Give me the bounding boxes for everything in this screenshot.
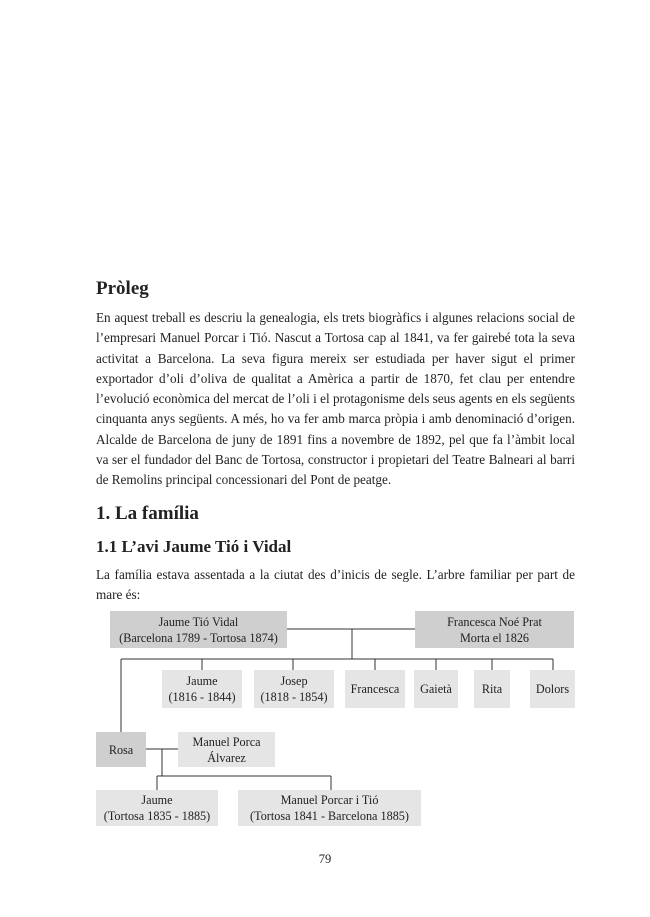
child-name: Gaietà xyxy=(420,682,452,696)
rosa-name: Rosa xyxy=(108,742,134,757)
child-name: Jaume xyxy=(186,674,218,688)
child-node-francesca xyxy=(345,670,405,708)
subsection-heading: 1.1 L’avi Jaume Tió i Vidal xyxy=(96,537,292,556)
section-heading: 1. La família xyxy=(96,503,199,524)
grandchild-dates: (Tortosa 1841 - Barcelona 1885) xyxy=(250,809,409,823)
grandchild-dates: (Tortosa 1835 - 1885) xyxy=(103,809,211,823)
prolog-paragraph: En aquest treball es descriu la genealogia, els trets biogràfics i algunes relacions social de l’empresari Manuel Porcar i Tió. Nascut a Tortosa cap al 1841, va fer gairebé tota la seva activitat a Barcelona. La seva figura mereix ser estudiada per haver sigut el primer exportador d’oli d’oliva de qualitat a Amèrica a partir de 1870, fet clau per entendre l’evolució econòmica del mercat de l’oli i el protagonisme dels seus agents en els següents cinquanta anys següents. A més, ho va fer amb marca pròpia i amb denominació d’origen. Alcalde de Barcelona de juny de 1891 fins a novembre de 1892, pel que fa l’àmbit local va ser el fundador del Banc de Tortosa, constructor i propietari del Teatre Balneari al barri de Remolins principal concessionari del Pont de peatge. xyxy=(96,310,575,488)
rosa-node xyxy=(96,732,146,767)
child-name: Rita xyxy=(481,682,503,696)
grandchild-node-manuel xyxy=(238,790,421,826)
grandmother-name: Francesca Noé Prat xyxy=(447,614,542,629)
grandchild-name: Jaume xyxy=(141,793,173,807)
child-dates: (1816 - 1844) xyxy=(168,690,236,704)
child-name: Francesca xyxy=(350,682,400,696)
grandmother-dates: Morta el 1826 xyxy=(459,630,530,645)
page-number: 79 xyxy=(318,852,332,866)
grandmother-node xyxy=(415,611,574,648)
child-node-rita xyxy=(474,670,510,708)
child-dates: (1818 - 1854) xyxy=(260,690,328,704)
child-name: Josep xyxy=(280,674,308,688)
child-node-gaieta xyxy=(414,670,458,708)
spouse-node xyxy=(178,732,275,767)
grandfather-node xyxy=(110,611,287,648)
child-node-dolors xyxy=(530,670,575,708)
grandchild-node-jaume xyxy=(96,790,218,826)
child-node-josep xyxy=(254,670,334,708)
prolog-heading: Pròleg xyxy=(96,278,149,299)
grandfather-name: Jaume Tió Vidal xyxy=(158,614,239,629)
grandchild-name: Manuel Porcar i Tió xyxy=(280,793,379,807)
spouse-name: Manuel Porca xyxy=(192,734,261,749)
spouse-name-line2: Álvarez xyxy=(207,750,246,765)
section-paragraph: La família estava assentada a la ciutat des d’inicis de segle. L’arbre familiar per part de mare és: xyxy=(96,567,575,603)
grandfather-dates: (Barcelona 1789 - Tortosa 1874) xyxy=(119,630,278,645)
child-node-jaume xyxy=(162,670,242,708)
child-name: Dolors xyxy=(535,682,570,696)
